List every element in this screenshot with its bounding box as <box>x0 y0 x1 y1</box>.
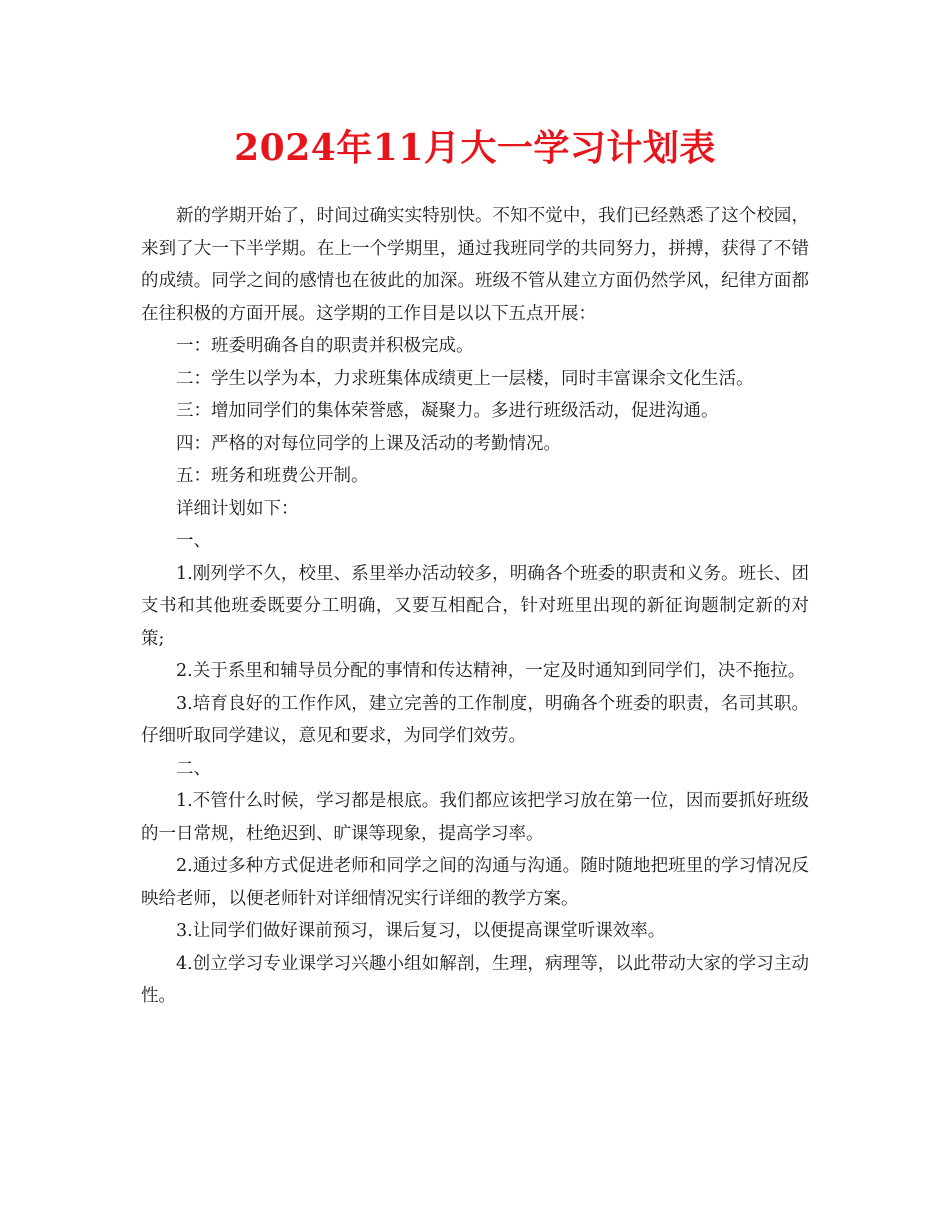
goal-item-2: 二：学生以学为本，力求班集体成绩更上一层楼，同时丰富课余文化生活。 <box>176 368 754 389</box>
plan-heading: 详细计划如下： <box>176 498 299 519</box>
goal-item-4: 四：严格的对每位同学的上课及活动的考勤情况。 <box>176 433 561 454</box>
section-1-item-1: 1.刚列学不久，校里、系里举办活动较多，明确各个班委的职责和义务。班长、团支书和其他班委既要分工明确，又要互相配合，针对班里出现的新征询题制定新的对策; <box>141 563 809 649</box>
section-2-item-4: 4.创立学习专业课学习兴趣小组如解剖，生理，病理等，以此带动大家的学习主动性。 <box>141 953 809 1006</box>
section-1-item-3: 3.培育良好的工作作风，建立完善的工作制度，明确各个班委的职责，名司其职。仔细听取同学建议，意见和要求，为同学们效劳。 <box>141 693 809 746</box>
section-2-heading: 二、 <box>176 758 211 779</box>
section-1-item-2: 2.关于系里和辅导员分配的事情和传达精神，一定及时通知到同学们，决不拖拉。 <box>176 661 806 681</box>
section-2-item-3: 3.让同学们做好课前预习，课后复习，以便提高课堂听课效率。 <box>176 921 666 941</box>
goal-item-3: 三：增加同学们的集体荣誉感，凝聚力。多进行班级活动，促进沟通。 <box>176 401 719 421</box>
goal-item-1: 一：班委明确各自的职责并积极完成。 <box>176 336 474 356</box>
section-2-item-2: 2.通过多种方式促进老师和同学之间的沟通与沟通。随时随地把班里的学习情况反映给老师，以便老师针对详细情况实行详细的教学方案。 <box>141 856 809 909</box>
page-title: 2024年11月大一学习计划表 <box>234 127 716 169</box>
intro-paragraph: 新的学期开始了，时间过确实实特别快。不知不觉中，我们已经熟悉了这个校园，来到了大一下半学期。在上一个学期里，通过我班同学的共同努力，拼搏，获得了不错的成绩。同学之间的感情也在彼此的加深。班级不管从建立方面仍然学风，纪律方面都在往积极的方面开展。这学期的工作目是以以下五点开展： <box>141 206 809 324</box>
section-2-item-1: 1.不管什么时候，学习都是根底。我们都应该把学习放在第一位，因而要抓好班级的一日常规，杜绝迟到、旷课等现象，提高学习率。 <box>141 791 809 844</box>
goal-item-5: 五：班务和班费公开制。 <box>176 466 369 486</box>
document-body <box>141 200 809 1013</box>
section-1-heading: 一、 <box>176 531 211 551</box>
